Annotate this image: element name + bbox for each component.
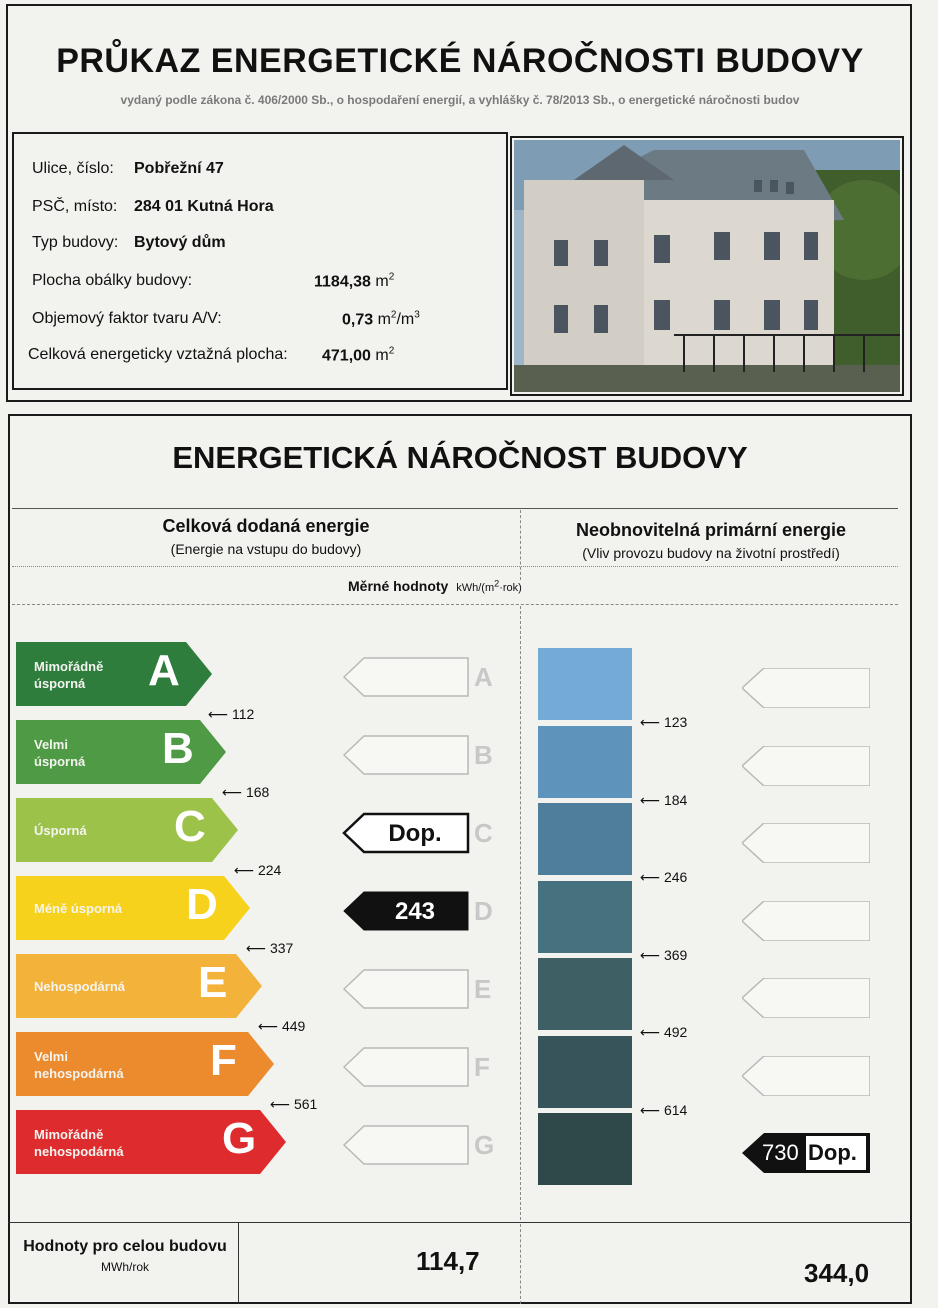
type-label: Typ budovy: xyxy=(32,234,119,251)
rating-slot-d xyxy=(344,892,468,930)
rating-slot-g xyxy=(344,1126,468,1164)
street-value: Pobřežní 47 xyxy=(134,160,224,177)
total-primary-energy: 344,0 xyxy=(804,1258,870,1288)
class-letter-a: A xyxy=(148,646,180,695)
envelope-value: 1184,38 $m^2$ xyxy=(314,272,395,291)
class-letter-e: E xyxy=(198,958,228,1007)
left-column-title: Celková dodaná energie xyxy=(162,516,370,536)
delivered-energy-value-marker: 243 xyxy=(394,898,436,925)
primary-energy-scale-block xyxy=(538,1113,632,1185)
slot-letter-g: G xyxy=(474,1130,495,1160)
class-arrow-f xyxy=(16,1032,274,1096)
primary-energy-scale-block xyxy=(538,803,632,875)
class-arrow-e xyxy=(16,954,262,1018)
class-label-e: Nehospodárná xyxy=(34,979,126,994)
primary-rating-slot-c xyxy=(742,823,870,863)
certificate-subtitle: vydaný podle zákona č. 406/2000 Sb., o hospodaření energií, a vyhlášky č. 78/2013 Sb., o energetické náročnosti budov xyxy=(120,93,800,107)
right-threshold-label: ⟵ 614 xyxy=(640,1101,688,1118)
right-threshold-label: ⟵ 123 xyxy=(640,714,688,730)
class-letter-b: B xyxy=(162,724,194,773)
slot-letter-e: E xyxy=(474,974,492,1004)
class-arrow-c xyxy=(16,798,238,862)
primary-energy-value-marker: 730 xyxy=(762,1140,799,1165)
class-label-c: Úsporná xyxy=(34,823,87,838)
shape-factor-label: Objemový faktor tvaru A/V: xyxy=(32,310,222,327)
left-threshold-label: ⟵ 337 xyxy=(246,940,294,956)
rating-slot-e xyxy=(344,970,468,1008)
right-threshold-label: ⟵ 492 xyxy=(640,1024,688,1040)
slot-letter-b: B xyxy=(474,740,493,770)
city-value: 284 01 Kutná Hora xyxy=(134,198,274,215)
slot-letter-c: C xyxy=(474,818,493,848)
left-threshold-label: ⟵ 224 xyxy=(234,862,282,878)
primary-energy-scale-block xyxy=(538,958,632,1030)
primary-rating-slot-g xyxy=(742,1133,870,1173)
rating-slot-b xyxy=(344,736,468,774)
primary-energy-requirement-marker: Dop. xyxy=(808,1140,857,1165)
right-column-header xyxy=(524,520,898,561)
header-mid-line xyxy=(12,566,898,567)
city-label: PSČ, místo: xyxy=(32,198,118,215)
building-photo xyxy=(514,140,900,392)
primary-rating-slot-d xyxy=(742,901,870,941)
left-column-header xyxy=(16,516,516,557)
certificate-title: PRŮKAZ ENERGETICKÉ NÁROČNOSTI BUDOVY xyxy=(56,42,864,80)
class-letter-f: F xyxy=(210,1036,237,1085)
class-label-f: Velmi nehospodárná xyxy=(34,1049,124,1081)
class-letter-g: G xyxy=(222,1114,257,1163)
street-label: Ulice, číslo: xyxy=(32,160,114,177)
slot-letter-d: D xyxy=(474,896,493,926)
class-label-g: Mimořádně nehospodárná xyxy=(34,1127,124,1159)
column-header-top-line xyxy=(12,508,898,509)
rating-slot-f xyxy=(344,1048,468,1086)
class-arrow-b xyxy=(16,720,226,784)
right-threshold-label: ⟵ 246 xyxy=(640,869,688,885)
right-column-subtitle: (Vliv provozu budovy na životní prostředí) xyxy=(582,545,840,561)
left-column-subtitle: (Energie na vstupu do budovy) xyxy=(170,541,362,557)
slot-letter-a: A xyxy=(474,662,493,692)
slot-letter-f: F xyxy=(474,1052,490,1082)
caption-bottom-line xyxy=(12,604,898,605)
reference-area-value: 471,00 $m^2$ xyxy=(322,346,395,365)
delivered-energy-requirement-marker: Dop. xyxy=(388,820,442,847)
class-arrow-d xyxy=(16,876,250,940)
class-label-d: Méně úsporná xyxy=(34,901,123,916)
primary-rating-slot-f xyxy=(742,1056,870,1096)
rating-slot-a xyxy=(344,658,468,696)
totals-divider xyxy=(520,1224,521,1304)
primary-rating-slot-e xyxy=(742,978,870,1018)
primary-rating-slot-b xyxy=(742,746,870,786)
class-arrow-a xyxy=(16,642,212,706)
primary-energy-scale-block xyxy=(538,881,632,953)
class-arrow-g xyxy=(16,1110,286,1174)
envelope-label: Plocha obálky budovy: xyxy=(32,272,193,289)
section-title: ENERGETICKÁ NÁROČNOST BUDOVY xyxy=(172,440,748,475)
right-threshold-label: ⟵ 369 xyxy=(640,946,688,963)
right-column-title: Neobnovitelná primární energie xyxy=(575,520,847,540)
primary-rating-slot-a xyxy=(742,668,870,708)
class-label-b: Velmi úsporná xyxy=(34,737,86,769)
right-threshold-label: ⟵ 184 xyxy=(640,791,688,808)
primary-energy-scale-block xyxy=(538,1036,632,1108)
left-threshold-label: ⟵ 561 xyxy=(270,1096,318,1112)
column-divider xyxy=(520,510,521,580)
specific-values-caption: Měrné hodnoty kWh/$(m^2\cdot rok)$ xyxy=(348,578,522,594)
left-threshold-label: ⟵ 112 xyxy=(208,706,255,722)
left-threshold-label: ⟵ 449 xyxy=(258,1018,306,1034)
shape-factor-value: 0,73 $m^2/m^3$ xyxy=(342,310,420,329)
primary-energy-scale-block xyxy=(538,648,632,720)
left-threshold-label: ⟵ 168 xyxy=(222,784,270,800)
total-delivered-energy: 114,7 xyxy=(416,1246,480,1276)
type-value: Bytový dům xyxy=(134,234,226,251)
class-label-a: Mimořádně úsporná xyxy=(34,659,104,691)
rating-slot-c xyxy=(344,814,468,852)
chart-column-divider xyxy=(520,606,521,1220)
class-letter-d: D xyxy=(186,880,218,929)
totals-label: Hodnoty pro celou budovu MWh/rok xyxy=(23,1238,227,1274)
primary-energy-scale-block xyxy=(538,726,632,798)
class-letter-c: C xyxy=(174,802,206,851)
reference-area-label: Celková energeticky vztažná plocha: xyxy=(28,346,288,363)
